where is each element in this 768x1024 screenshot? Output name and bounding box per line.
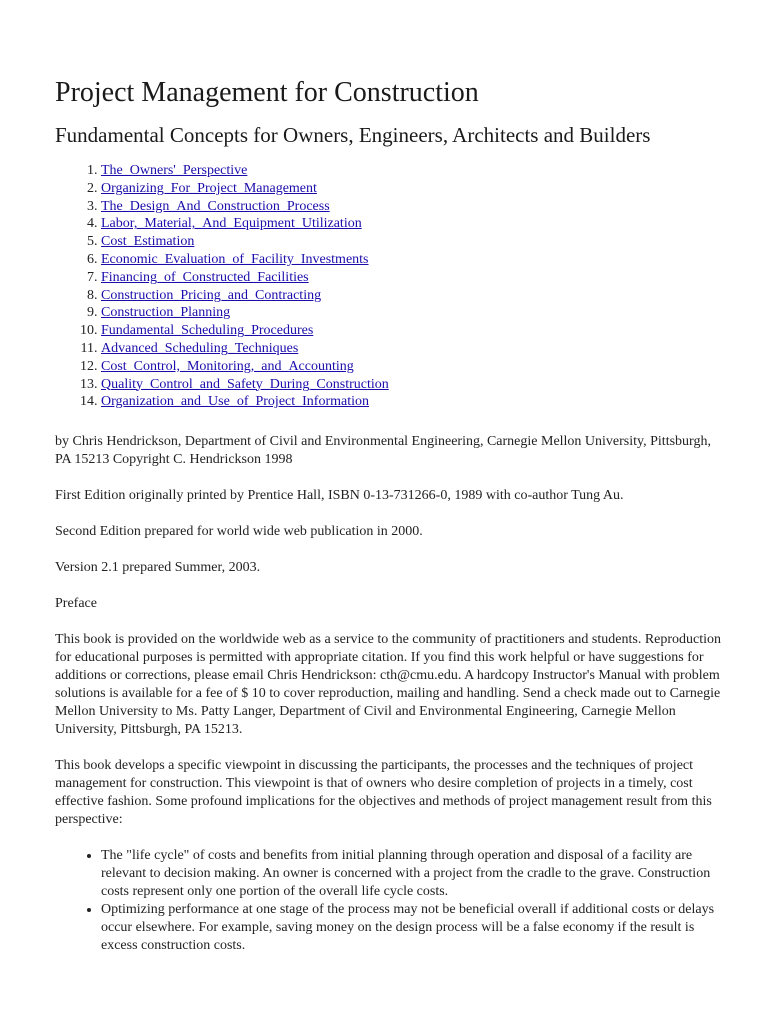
table-of-contents — [55, 162, 728, 411]
page-title: Project Management for Construction — [55, 77, 479, 108]
second-edition-note: Second Edition prepared for world wide web publication in 2000. — [55, 524, 423, 540]
first-edition-note: First Edition originally printed by Prentice Hall, ISBN 0-13-731266-0, 1989 with co-author Tung Au. — [55, 488, 624, 504]
toc-link-2[interactable]: Organizing_For_Project_Management — [101, 180, 317, 196]
toc-item — [101, 215, 728, 233]
toc-item — [101, 393, 728, 411]
toc-link-4[interactable]: Labor,_Material,_And_Equipment_Utilization — [101, 216, 362, 232]
version-note: Version 2.1 prepared Summer, 2003. — [55, 560, 261, 576]
toc-link-14[interactable]: Organization_and_Use_of_Project_Information — [101, 394, 370, 410]
toc-link-3[interactable]: The_Design_And_Construction_Process — [101, 198, 330, 214]
toc-item — [101, 358, 728, 376]
toc-link-5[interactable]: Cost_Estimation — [101, 234, 195, 250]
author-byline: by Chris Hendrickson, Department of Civil and Environmental Engineering, Carnegie Mellon University, Pittsburgh, PA 15213 Copyright C. Hendrickson 1998 — [55, 434, 711, 468]
preface-heading: Preface — [55, 596, 97, 612]
toc-link-12[interactable]: Cost_Control,_Monitoring,_and_Accounting — [101, 358, 354, 374]
toc-link-7[interactable]: Financing_of_Constructed_Facilities — [101, 269, 309, 285]
toc-link-8[interactable]: Construction_Pricing_and_Contracting — [101, 287, 322, 303]
toc-item — [101, 304, 728, 322]
toc-link-9[interactable]: Construction_Planning — [101, 305, 231, 321]
toc-item — [101, 340, 728, 358]
toc-item — [101, 162, 728, 180]
toc-link-13[interactable]: Quality_Control_and_Safety_During_Construction — [101, 376, 389, 392]
toc-item — [101, 322, 728, 340]
preface-paragraph-1: This book is provided on the worldwide web as a service to the community of practitioners and students. Reproduction for educational purposes is permitted with appropriate citation. If you find this work helpful or have suggestions for additions or corrections, please email Chris Hendrickson: cth@cmu.edu. A hardcopy Instructor's Manual with problem solutions is available for a fee of $ 10 to cover reproduction, mailing and handling. Send a check made out to Carnegie Mellon University to Ms. Patty Langer, Department of Civil and Environmental Engineering, Carnegie Mellon University, Pittsburgh, PA 15213. — [55, 632, 722, 738]
list-item: • The "life cycle" of costs and benefits from initial planning through operation and disposal of a facility are relevant to decision making. An owner is concerned with a project from the cradle to the grave. Construction costs represent only one portion of the overall life cycle costs. — [101, 847, 728, 901]
list-item: • Optimizing performance at one stage of the process may not be beneficial overall if additional costs or delays occur elsewhere. For example, saving money on the design process will be a false economy if the result is excess construction costs. — [101, 901, 728, 955]
toc-item — [101, 251, 728, 269]
toc-link-1[interactable]: The_Owners'_Perspective — [101, 163, 248, 178]
toc-link-11[interactable]: Advanced_Scheduling_Techniques — [101, 340, 299, 356]
toc-item — [101, 180, 728, 198]
toc-item — [101, 198, 728, 216]
toc-item — [101, 287, 728, 305]
implications-list — [55, 847, 728, 955]
toc-link-6[interactable]: Economic_Evaluation_of_Facility_Investments — [101, 251, 369, 267]
toc-item — [101, 233, 728, 251]
toc-item — [101, 376, 728, 394]
page-subtitle: Fundamental Concepts for Owners, Engineers, Architects and Builders — [55, 123, 651, 147]
toc-link-10[interactable]: Fundamental_Scheduling_Procedures — [101, 323, 314, 339]
toc-item — [101, 269, 728, 287]
preface-paragraph-2: This book develops a specific viewpoint in discussing the participants, the processes and the techniques of project management for construction. This viewpoint is that of owners who desire completion of projects in a timely, cost effective fashion. Some profound implications for the objectives and methods of project management result from this perspective: — [55, 758, 712, 828]
